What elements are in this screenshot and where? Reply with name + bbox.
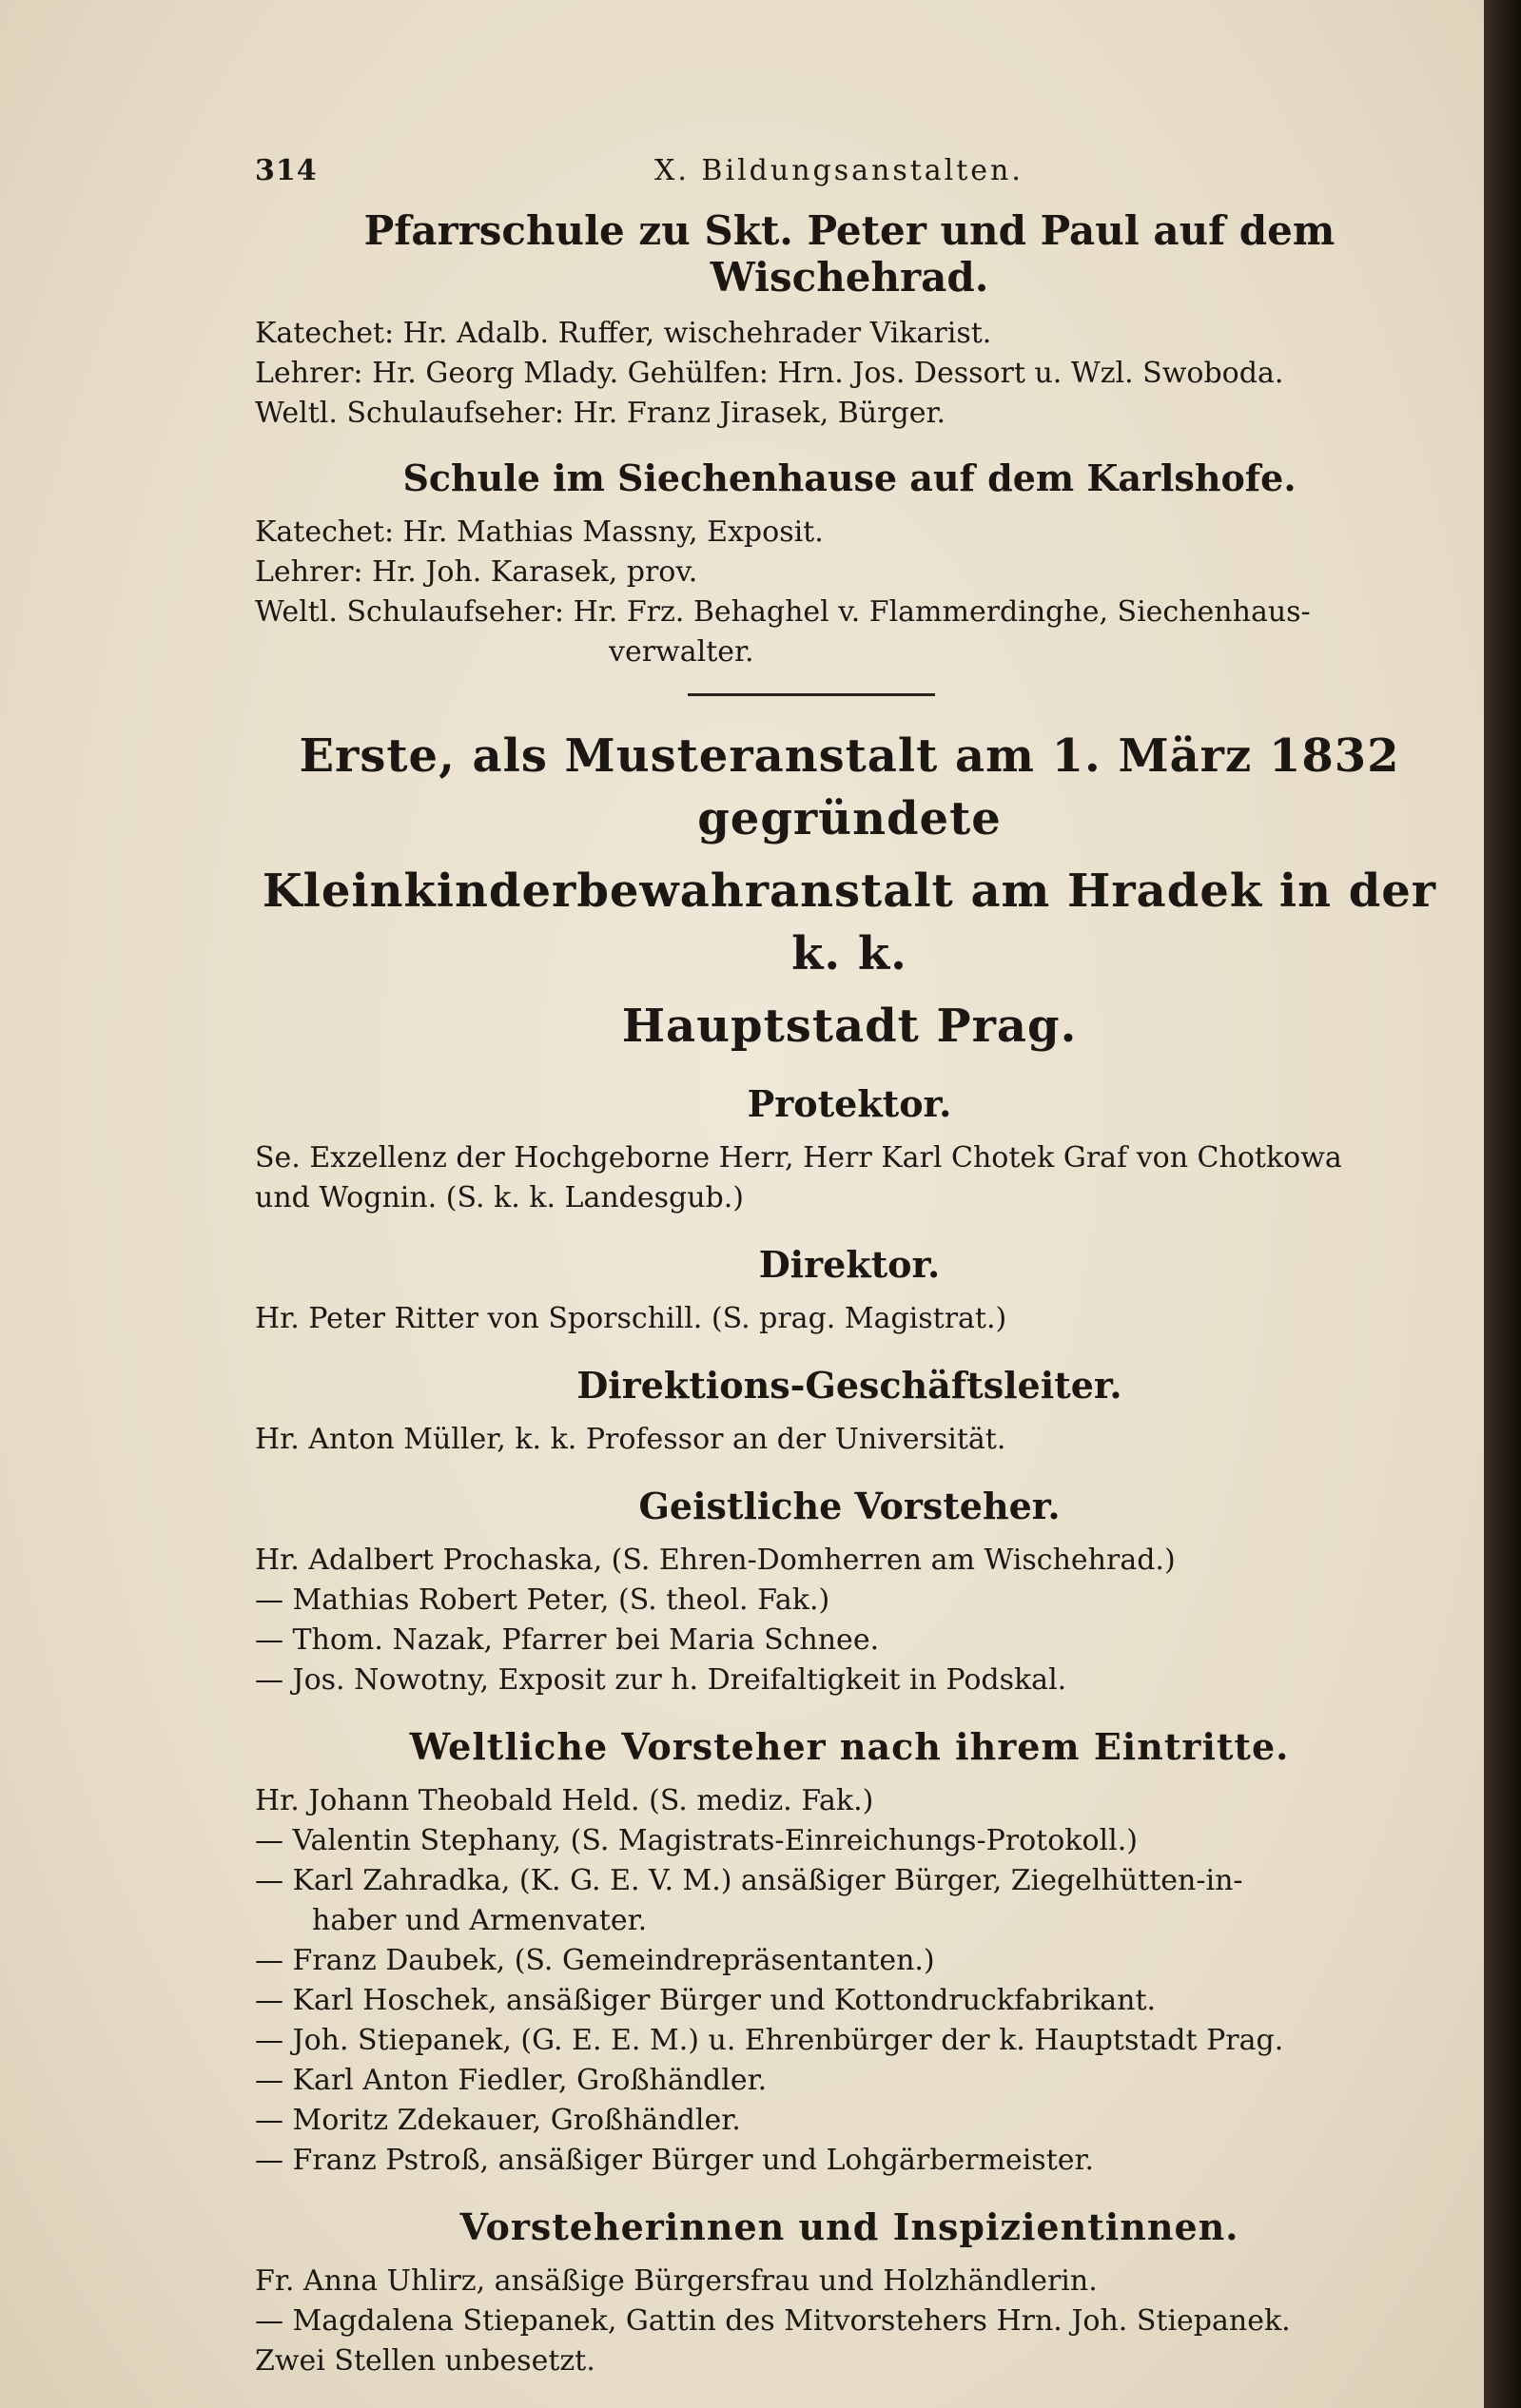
list-item: — Franz Daubek, (S. Gemeindrepräsentanten.) (255, 1944, 935, 1977)
list-item: — Magdalena Stiepanek, Gattin des Mitvorstehers Hrn. Joh. Stiepanek. (255, 2304, 1291, 2338)
text-line: Lehrer: Hr. Joh. Karasek, prov. (255, 555, 698, 589)
section-title-siechenhaus: Schule im Siechenhause auf dem Karlshofe. (402, 456, 1297, 499)
list-item: — Joh. Stiepanek, (G. E. E. M.) u. Ehrenbürger der k. Hauptstadt Prag. (255, 2024, 1284, 2057)
list-item: Zwei Stellen unbesetzt. (255, 2344, 595, 2378)
text-line: Katechet: Hr. Adalb. Ruffer, wischehrader Vikarist. (255, 317, 992, 350)
list-item: — Jos. Nowotny, Exposit zur h. Dreifaltigkeit in Podskal. (255, 1663, 1067, 1697)
main-title-line: Hauptstadt Prag. (621, 1000, 1078, 1053)
list-item: — Valentin Stephany, (S. Magistrats-Einreichungs-Protokoll.) (255, 1824, 1138, 1857)
section-title-pfarrschule: Pfarrschule zu Skt. Peter und Paul auf dem Wischehrad. (363, 207, 1336, 301)
heading-protektor: Protektor. (747, 1082, 952, 1125)
text-line: Weltl. Schulaufseher: Hr. Frz. Behaghel v. Flammerdinghe, Siechenhaus- (255, 595, 1311, 629)
running-head (255, 143, 1444, 190)
page-number: 314 (255, 154, 318, 187)
list-item: Hr. Johann Theobald Held. (S. mediz. Fak.) (255, 1784, 874, 1817)
divider-rule (688, 693, 935, 696)
list-item: Fr. Anna Uhlirz, ansäßige Bürgersfrau und Holzhändlerin. (255, 2264, 1098, 2298)
text-line: Se. Exzellenz der Hochgeborne Herr, Herr Karl Chotek Graf von Chotkowa (255, 1141, 1342, 1175)
list-item: — Franz Pstroß, ansäßiger Bürger und Lohgärbermeister. (255, 2144, 1095, 2177)
heading-weltliche-vorsteher: Weltliche Vorsteher nach ihrem Eintritte. (409, 1725, 1290, 1768)
main-title-line: Erste, als Musteranstalt am 1. März 1832 gegründete (299, 729, 1400, 845)
text-line: Weltl. Schulaufseher: Hr. Franz Jirasek, Bürger. (255, 397, 946, 430)
text-line: Hr. Peter Ritter von Sporschill. (S. prag. Magistrat.) (255, 1302, 1007, 1335)
book-spine-edge (1484, 0, 1521, 2408)
text-line: Lehrer: Hr. Georg Mlady. Gehülfen: Hrn. Jos. Dessort u. Wzl. Swoboda. (255, 357, 1284, 390)
list-item: — Karl Anton Fiedler, Großhändler. (255, 2064, 768, 2097)
list-item: — Mathias Robert Peter, (S. theol. Fak.) (255, 1583, 830, 1617)
list-item-continuation: haber und Armenvater. (312, 1904, 648, 1937)
heading-direktor: Direktor. (758, 1243, 941, 1286)
heading-vorsteherinnen: Vorsteherinnen und Inspizientinnen. (459, 2205, 1239, 2248)
heading-geistliche-vorsteher: Geistliche Vorsteher. (638, 1485, 1061, 1527)
page-content (255, 143, 1444, 2381)
chapter-title: X. Bildungsanstalten. (654, 154, 1024, 187)
list-item: Hr. Adalbert Prochaska, (S. Ehren-Domherren am Wischehrad.) (255, 1544, 1176, 1577)
heading-geschaeftsleiter: Direktions-Geschäftsleiter. (576, 1364, 1122, 1407)
text-line: Katechet: Hr. Mathias Massny, Exposit. (255, 515, 824, 549)
main-title-line: Kleinkinderbewahranstalt am Hradek in der k. k. (262, 864, 1437, 981)
list-item: — Karl Zahradka, (K. G. E. V. M.) ansäßiger Bürger, Ziegelhütten-in- (255, 1864, 1243, 1897)
text-line: Hr. Anton Müller, k. k. Professor an der Universität. (255, 1423, 1006, 1456)
list-item: — Karl Hoschek, ansäßiger Bürger und Kottondruckfabrikant. (255, 1984, 1157, 2017)
text-line: verwalter. (609, 635, 754, 669)
list-item: — Moritz Zdekauer, Großhändler. (255, 2104, 741, 2137)
list-item: — Thom. Nazak, Pfarrer bei Maria Schnee. (255, 1623, 880, 1657)
text-line: und Wognin. (S. k. k. Landesgub.) (255, 1181, 744, 1214)
